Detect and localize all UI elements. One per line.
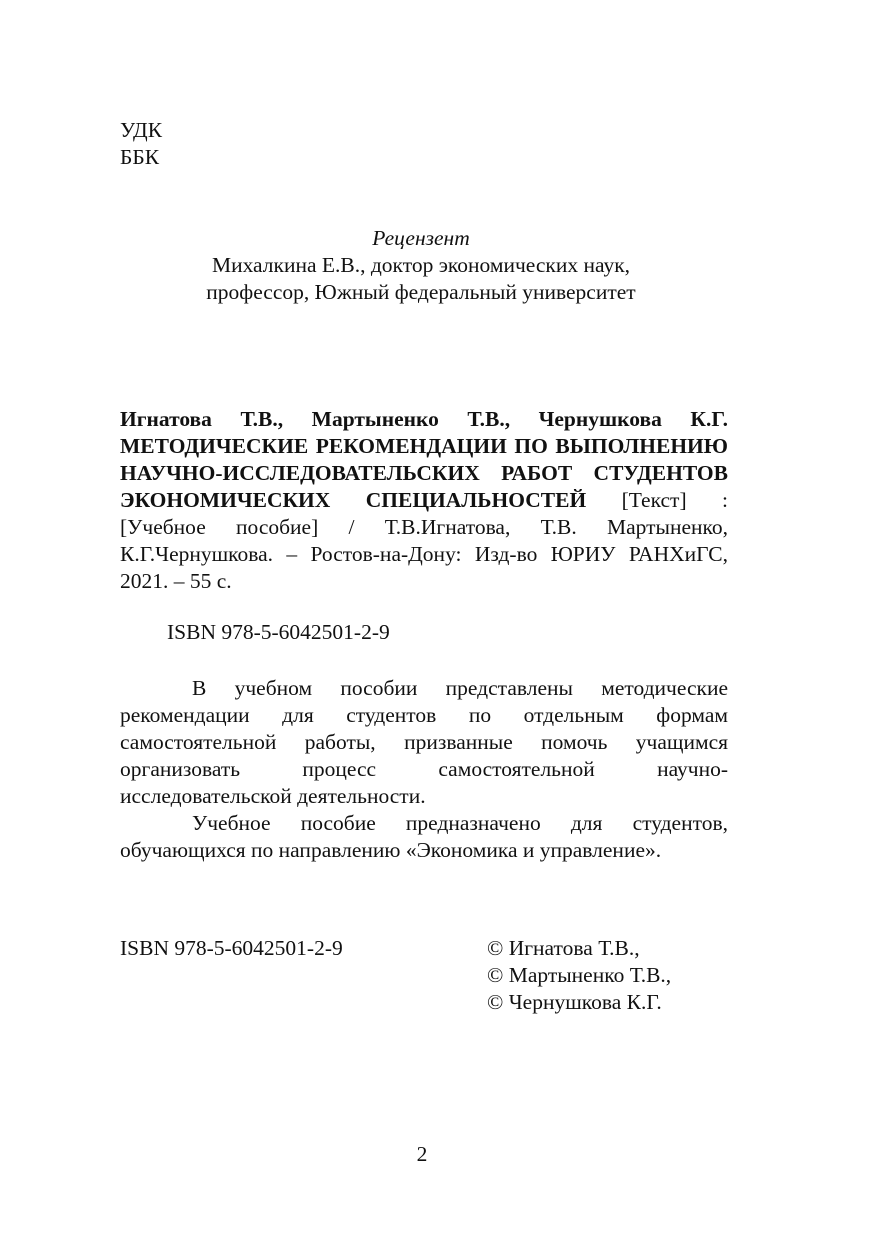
bibliographic-details: [Текст] : [Учебное пособие] / Т.В.Игнатова, Т.В. Мартыненко, К.Г.Чернушкова. – Ростов-на-Дону: Изд-во ЮРИУ РАНХиГС, 2021. – 55 с. (120, 488, 729, 593)
udk-label: УДК (120, 118, 163, 142)
copyright-line: © Чернушкова К.Г. (487, 990, 662, 1014)
reviewer-role: Рецензент (372, 226, 470, 250)
bibliographic-title: Игнатова Т.В., Мартыненко Т.В., Чернушкова К.Г. МЕТОДИЧЕСКИЕ РЕКОМЕНДАЦИИ ПО ВЫПОЛНЕНИЮ НАУЧНО-ИССЛЕДОВАТЕЛЬСКИХ РАБОТ СТУДЕНТОВ ЭКОНОМИЧЕСКИХ СПЕЦИАЛЬНОСТЕЙ (120, 407, 728, 512)
reviewer-line-1: Михалкина Е.В., доктор экономических наук, (211, 253, 631, 277)
annotation-paragraph-2: Учебное пособие предназначено для студентов, обучающихся по направлению «Экономика и управление». (120, 811, 728, 862)
copyright-line: © Мартыненко Т.В., (487, 963, 672, 987)
page-number: 2 (416, 1142, 428, 1166)
classification-codes (120, 117, 162, 171)
annotation (120, 675, 728, 864)
annotation-paragraph-1: В учебном пособии представлены методические рекомендации для студентов по отдельным формам самостоятельной работы, призванные помочь учащимся организовать процесс самостоятельной научно-исследовательской деятельности. (120, 676, 728, 808)
copyright-line: © Игнатова Т.В., (487, 936, 640, 960)
reviewer-line-2: профессор, Южный федеральный университет (206, 280, 636, 304)
bibliographic-description (120, 406, 728, 595)
isbn-line: ISBN 978-5-6042501-2-9 (167, 620, 390, 644)
copyright-list (487, 935, 671, 1016)
footer-isbn: ISBN 978-5-6042501-2-9 (120, 936, 343, 960)
reviewer-block (150, 225, 692, 306)
bbk-label: ББК (120, 145, 160, 169)
